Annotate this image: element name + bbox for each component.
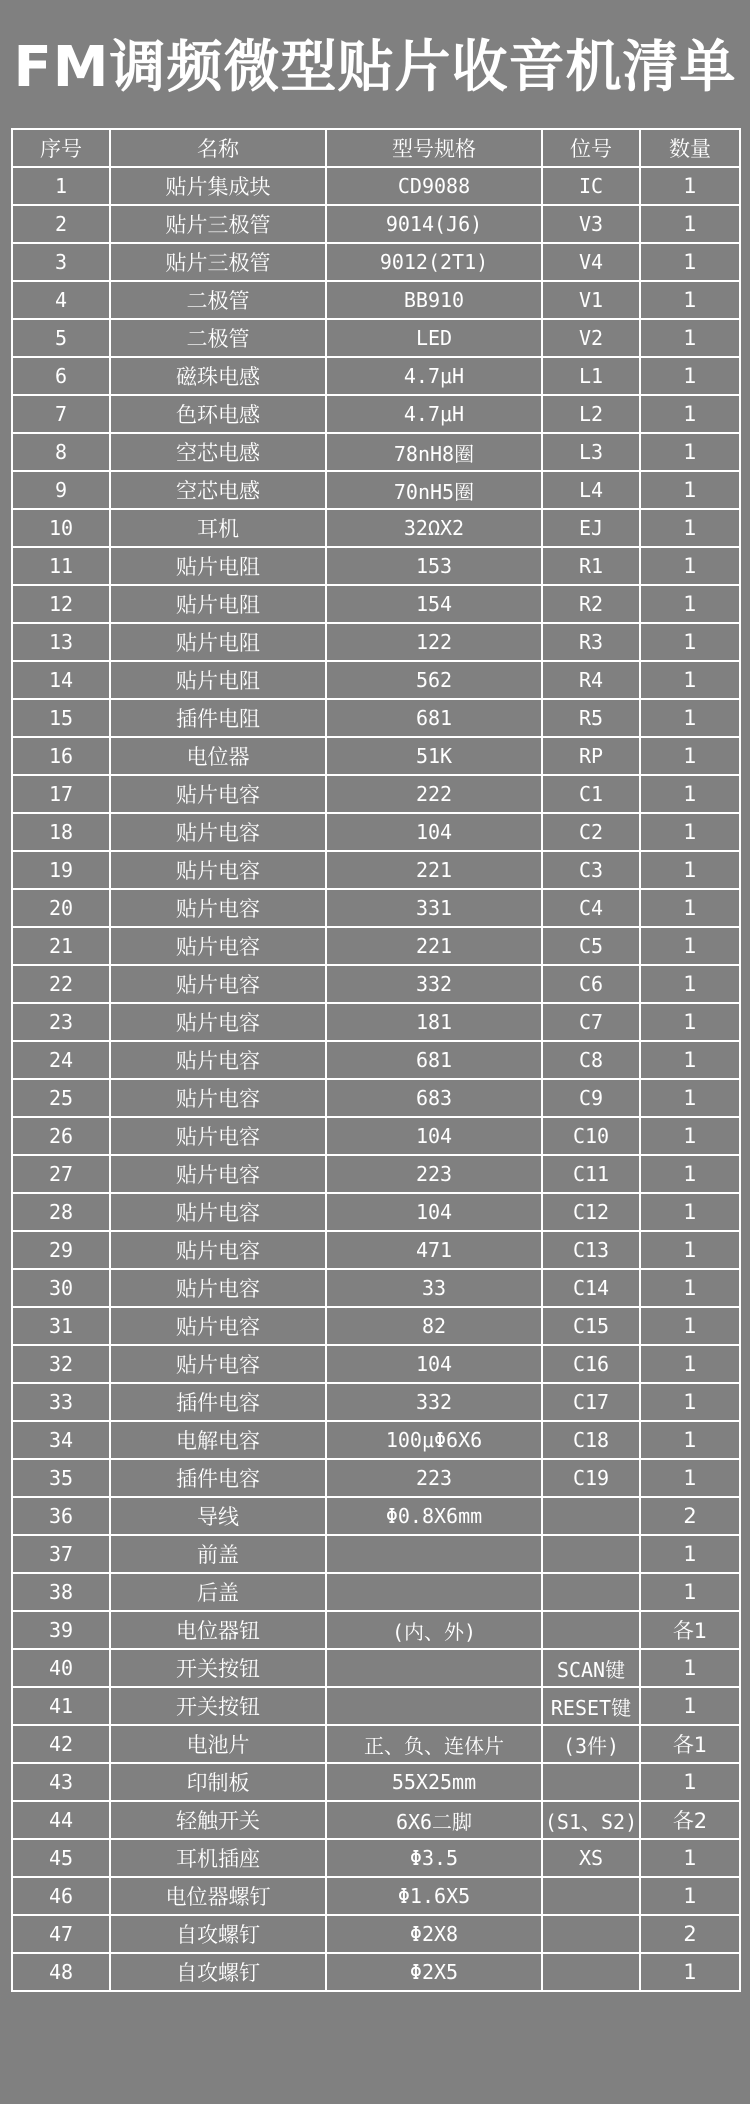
cell-index: 21 (12, 927, 110, 965)
cell-index: 11 (12, 547, 110, 585)
cell-quantity: 1 (640, 1231, 740, 1269)
cell-position: C16 (542, 1345, 640, 1383)
cell-position: C11 (542, 1155, 640, 1193)
cell-spec: 82 (326, 1307, 542, 1345)
table-row (12, 1725, 740, 1763)
table-row (12, 281, 740, 319)
cell-name: 贴片电容 (110, 1193, 326, 1231)
cell-position: RP (542, 737, 640, 775)
cell-index: 17 (12, 775, 110, 813)
table-row (12, 319, 740, 357)
table-row (12, 243, 740, 281)
cell-index: 15 (12, 699, 110, 737)
column-header-name: 名称 (110, 129, 326, 167)
cell-name: 贴片电容 (110, 889, 326, 927)
cell-index: 36 (12, 1497, 110, 1535)
cell-quantity: 1 (640, 1155, 740, 1193)
cell-position (542, 1535, 640, 1573)
table-row (12, 1763, 740, 1801)
cell-index: 2 (12, 205, 110, 243)
column-header-quantity: 数量 (640, 129, 740, 167)
cell-quantity: 1 (640, 1877, 740, 1915)
cell-name: 电位器螺钉 (110, 1877, 326, 1915)
table-row (12, 1687, 740, 1725)
cell-position: C18 (542, 1421, 640, 1459)
cell-index: 5 (12, 319, 110, 357)
table-row (12, 1459, 740, 1497)
cell-index: 30 (12, 1269, 110, 1307)
cell-quantity: 1 (640, 1573, 740, 1611)
table-row (12, 1573, 740, 1611)
cell-index: 3 (12, 243, 110, 281)
cell-spec: 154 (326, 585, 542, 623)
table-row (12, 1421, 740, 1459)
cell-name: 耳机插座 (110, 1839, 326, 1877)
cell-name: 电位器 (110, 737, 326, 775)
cell-quantity: 1 (640, 471, 740, 509)
cell-position: (3件) (542, 1725, 640, 1763)
cell-quantity: 1 (640, 851, 740, 889)
cell-position: C5 (542, 927, 640, 965)
cell-spec (326, 1649, 542, 1687)
cell-position: C8 (542, 1041, 640, 1079)
cell-spec: 223 (326, 1459, 542, 1497)
cell-index: 10 (12, 509, 110, 547)
cell-quantity: 1 (640, 357, 740, 395)
table-row (12, 813, 740, 851)
table-row (12, 699, 740, 737)
table-row (12, 775, 740, 813)
table-row (12, 1649, 740, 1687)
cell-quantity: 各1 (640, 1725, 740, 1763)
column-header-index: 序号 (12, 129, 110, 167)
cell-index: 35 (12, 1459, 110, 1497)
cell-index: 20 (12, 889, 110, 927)
cell-quantity: 1 (640, 1117, 740, 1155)
cell-quantity: 各1 (640, 1611, 740, 1649)
cell-index: 29 (12, 1231, 110, 1269)
cell-spec: 562 (326, 661, 542, 699)
cell-name: 二极管 (110, 319, 326, 357)
cell-name: 贴片三极管 (110, 243, 326, 281)
cell-position: C4 (542, 889, 640, 927)
cell-position: C1 (542, 775, 640, 813)
cell-position (542, 1497, 640, 1535)
cell-position: C15 (542, 1307, 640, 1345)
cell-spec: BB910 (326, 281, 542, 319)
cell-index: 25 (12, 1079, 110, 1117)
cell-index: 4 (12, 281, 110, 319)
cell-position: L3 (542, 433, 640, 471)
table-row (12, 1611, 740, 1649)
cell-index: 41 (12, 1687, 110, 1725)
cell-position: C7 (542, 1003, 640, 1041)
cell-index: 32 (12, 1345, 110, 1383)
table-row (12, 167, 740, 205)
table-row (12, 357, 740, 395)
cell-position: C14 (542, 1269, 640, 1307)
cell-name: 贴片电容 (110, 1269, 326, 1307)
cell-name: 贴片电容 (110, 1041, 326, 1079)
cell-quantity: 1 (640, 205, 740, 243)
cell-quantity: 1 (640, 1079, 740, 1117)
cell-spec: 683 (326, 1079, 542, 1117)
cell-quantity: 1 (640, 965, 740, 1003)
cell-quantity: 1 (640, 1687, 740, 1725)
cell-position: R4 (542, 661, 640, 699)
table-row (12, 1383, 740, 1421)
table-row (12, 1117, 740, 1155)
cell-spec: Φ2X8 (326, 1915, 542, 1953)
cell-quantity: 1 (640, 737, 740, 775)
column-header-spec: 型号规格 (326, 129, 542, 167)
cell-spec: 222 (326, 775, 542, 813)
cell-name: 贴片电容 (110, 927, 326, 965)
cell-spec: 104 (326, 1193, 542, 1231)
cell-name: 贴片电阻 (110, 623, 326, 661)
cell-spec: 32ΩX2 (326, 509, 542, 547)
cell-quantity: 1 (640, 1649, 740, 1687)
cell-position: EJ (542, 509, 640, 547)
table-row (12, 1003, 740, 1041)
cell-name: 空芯电感 (110, 433, 326, 471)
cell-index: 23 (12, 1003, 110, 1041)
cell-spec: Φ3.5 (326, 1839, 542, 1877)
cell-quantity: 1 (640, 1535, 740, 1573)
table-row (12, 1953, 740, 1991)
cell-index: 42 (12, 1725, 110, 1763)
cell-index: 26 (12, 1117, 110, 1155)
table-row (12, 661, 740, 699)
cell-quantity: 2 (640, 1915, 740, 1953)
cell-position (542, 1953, 640, 1991)
cell-name: 耳机 (110, 509, 326, 547)
cell-position: C6 (542, 965, 640, 1003)
table-row (12, 737, 740, 775)
cell-position: V1 (542, 281, 640, 319)
table-row (12, 585, 740, 623)
cell-position: C19 (542, 1459, 640, 1497)
cell-name: 贴片电容 (110, 1117, 326, 1155)
table-row (12, 1345, 740, 1383)
cell-position: R3 (542, 623, 640, 661)
cell-spec: 100μΦ6X6 (326, 1421, 542, 1459)
cell-name: 电解电容 (110, 1421, 326, 1459)
cell-quantity: 各2 (640, 1801, 740, 1839)
cell-name: 贴片电容 (110, 851, 326, 889)
cell-spec (326, 1535, 542, 1573)
cell-name: 导线 (110, 1497, 326, 1535)
table-row (12, 1041, 740, 1079)
cell-index: 22 (12, 965, 110, 1003)
cell-quantity: 1 (640, 813, 740, 851)
cell-spec: 51K (326, 737, 542, 775)
cell-name: 贴片电容 (110, 813, 326, 851)
cell-index: 44 (12, 1801, 110, 1839)
cell-spec (326, 1687, 542, 1725)
table-row (12, 1079, 740, 1117)
table-row (12, 1839, 740, 1877)
cell-quantity: 1 (640, 1421, 740, 1459)
cell-index: 8 (12, 433, 110, 471)
cell-name: 后盖 (110, 1573, 326, 1611)
cell-index: 28 (12, 1193, 110, 1231)
cell-name: 贴片电容 (110, 1231, 326, 1269)
cell-quantity: 1 (640, 281, 740, 319)
cell-position: V3 (542, 205, 640, 243)
cell-name: 电池片 (110, 1725, 326, 1763)
table-row (12, 471, 740, 509)
table-row (12, 1307, 740, 1345)
cell-position: C2 (542, 813, 640, 851)
cell-spec: Φ2X5 (326, 1953, 542, 1991)
table-header-row (12, 129, 740, 167)
cell-spec: Φ0.8X6mm (326, 1497, 542, 1535)
cell-index: 43 (12, 1763, 110, 1801)
cell-position (542, 1763, 640, 1801)
cell-spec: 9012(2T1) (326, 243, 542, 281)
cell-spec: 221 (326, 851, 542, 889)
cell-name: 贴片电容 (110, 965, 326, 1003)
cell-spec: 471 (326, 1231, 542, 1269)
cell-quantity: 1 (640, 509, 740, 547)
cell-name: 贴片电阻 (110, 661, 326, 699)
cell-position: V4 (542, 243, 640, 281)
cell-index: 47 (12, 1915, 110, 1953)
cell-quantity: 1 (640, 1269, 740, 1307)
cell-name: 插件电容 (110, 1383, 326, 1421)
cell-index: 46 (12, 1877, 110, 1915)
cell-spec: 4.7μH (326, 395, 542, 433)
cell-name: 贴片三极管 (110, 205, 326, 243)
table-row (12, 1801, 740, 1839)
cell-quantity: 1 (640, 1953, 740, 1991)
cell-name: 开关按钮 (110, 1687, 326, 1725)
cell-spec (326, 1573, 542, 1611)
cell-position: C12 (542, 1193, 640, 1231)
cell-spec: 681 (326, 1041, 542, 1079)
cell-spec: 104 (326, 813, 542, 851)
cell-name: 开关按钮 (110, 1649, 326, 1687)
cell-index: 39 (12, 1611, 110, 1649)
cell-name: 自攻螺钉 (110, 1953, 326, 1991)
cell-position (542, 1611, 640, 1649)
cell-name: 贴片电容 (110, 1345, 326, 1383)
table-row (12, 623, 740, 661)
cell-quantity: 1 (640, 1307, 740, 1345)
cell-quantity: 1 (640, 319, 740, 357)
cell-name: 贴片电阻 (110, 585, 326, 623)
table-row (12, 509, 740, 547)
cell-position: C13 (542, 1231, 640, 1269)
cell-name: 二极管 (110, 281, 326, 319)
cell-position: C3 (542, 851, 640, 889)
cell-name: 轻触开关 (110, 1801, 326, 1839)
cell-name: 印制板 (110, 1763, 326, 1801)
page-title: FM调频微型贴片收音机清单 (13, 35, 737, 100)
table-row (12, 889, 740, 927)
table-row (12, 547, 740, 585)
cell-quantity: 2 (640, 1497, 740, 1535)
cell-spec: 681 (326, 699, 542, 737)
table-row (12, 205, 740, 243)
cell-index: 18 (12, 813, 110, 851)
cell-spec: Φ1.6X5 (326, 1877, 542, 1915)
cell-spec: 9014(J6) (326, 205, 542, 243)
cell-index: 48 (12, 1953, 110, 1991)
table-body (12, 167, 740, 1991)
cell-quantity: 1 (640, 395, 740, 433)
table-row (12, 851, 740, 889)
cell-index: 38 (12, 1573, 110, 1611)
table-row (12, 1269, 740, 1307)
cell-spec: 104 (326, 1117, 542, 1155)
cell-index: 37 (12, 1535, 110, 1573)
cell-name: 插件电容 (110, 1459, 326, 1497)
table-row (12, 965, 740, 1003)
cell-position: IC (542, 167, 640, 205)
cell-index: 9 (12, 471, 110, 509)
cell-quantity: 1 (640, 243, 740, 281)
cell-quantity: 1 (640, 1041, 740, 1079)
cell-index: 45 (12, 1839, 110, 1877)
cell-name: 贴片电阻 (110, 547, 326, 585)
table-row (12, 927, 740, 965)
cell-spec: 221 (326, 927, 542, 965)
cell-name: 贴片电容 (110, 1003, 326, 1041)
cell-name: 自攻螺钉 (110, 1915, 326, 1953)
cell-quantity: 1 (640, 699, 740, 737)
cell-quantity: 1 (640, 1459, 740, 1497)
cell-quantity: 1 (640, 1193, 740, 1231)
cell-index: 14 (12, 661, 110, 699)
cell-quantity: 1 (640, 775, 740, 813)
cell-name: 空芯电感 (110, 471, 326, 509)
table-row (12, 1877, 740, 1915)
cell-spec: 33 (326, 1269, 542, 1307)
cell-spec: 331 (326, 889, 542, 927)
cell-quantity: 1 (640, 927, 740, 965)
cell-position (542, 1915, 640, 1953)
cell-spec: 78nH8圈 (326, 433, 542, 471)
cell-position: RESET键 (542, 1687, 640, 1725)
cell-quantity: 1 (640, 585, 740, 623)
cell-quantity: 1 (640, 1003, 740, 1041)
table-row (12, 1193, 740, 1231)
cell-quantity: 1 (640, 547, 740, 585)
cell-spec: 正、负、连体片 (326, 1725, 542, 1763)
cell-index: 34 (12, 1421, 110, 1459)
cell-quantity: 1 (640, 1345, 740, 1383)
cell-index: 19 (12, 851, 110, 889)
cell-spec: 332 (326, 965, 542, 1003)
cell-position: C9 (542, 1079, 640, 1117)
table-row (12, 1497, 740, 1535)
cell-index: 27 (12, 1155, 110, 1193)
cell-spec: 6X6二脚 (326, 1801, 542, 1839)
cell-spec: 181 (326, 1003, 542, 1041)
table-row (12, 1535, 740, 1573)
cell-name: 贴片电容 (110, 775, 326, 813)
table-row (12, 1915, 740, 1953)
cell-index: 6 (12, 357, 110, 395)
cell-spec: 104 (326, 1345, 542, 1383)
cell-spec: (内、外) (326, 1611, 542, 1649)
cell-spec: 332 (326, 1383, 542, 1421)
cell-position: R2 (542, 585, 640, 623)
table-row (12, 1155, 740, 1193)
cell-position: L1 (542, 357, 640, 395)
parts-list-table (11, 128, 741, 1992)
cell-name: 色环电感 (110, 395, 326, 433)
cell-quantity: 1 (640, 1839, 740, 1877)
cell-spec: LED (326, 319, 542, 357)
cell-position: R1 (542, 547, 640, 585)
cell-index: 16 (12, 737, 110, 775)
cell-index: 13 (12, 623, 110, 661)
cell-name: 电位器钮 (110, 1611, 326, 1649)
cell-quantity: 1 (640, 167, 740, 205)
cell-quantity: 1 (640, 889, 740, 927)
cell-index: 1 (12, 167, 110, 205)
cell-position: XS (542, 1839, 640, 1877)
cell-index: 24 (12, 1041, 110, 1079)
cell-position: (S1、S2) (542, 1801, 640, 1839)
cell-position: L4 (542, 471, 640, 509)
cell-spec: 153 (326, 547, 542, 585)
cell-position: C17 (542, 1383, 640, 1421)
cell-index: 7 (12, 395, 110, 433)
cell-quantity: 1 (640, 433, 740, 471)
cell-index: 12 (12, 585, 110, 623)
cell-spec: 70nH5圈 (326, 471, 542, 509)
cell-quantity: 1 (640, 661, 740, 699)
table-row (12, 433, 740, 471)
cell-index: 40 (12, 1649, 110, 1687)
cell-position (542, 1877, 640, 1915)
cell-position: SCAN键 (542, 1649, 640, 1687)
cell-position: C10 (542, 1117, 640, 1155)
cell-position (542, 1573, 640, 1611)
column-header-position: 位号 (542, 129, 640, 167)
cell-quantity: 1 (640, 1383, 740, 1421)
cell-name: 贴片电容 (110, 1155, 326, 1193)
cell-index: 31 (12, 1307, 110, 1345)
cell-spec: 55X25mm (326, 1763, 542, 1801)
cell-spec: 122 (326, 623, 542, 661)
cell-position: V2 (542, 319, 640, 357)
cell-spec: CD9088 (326, 167, 542, 205)
table-row (12, 395, 740, 433)
cell-spec: 223 (326, 1155, 542, 1193)
cell-index: 33 (12, 1383, 110, 1421)
cell-position: R5 (542, 699, 640, 737)
cell-quantity: 1 (640, 1763, 740, 1801)
cell-name: 磁珠电感 (110, 357, 326, 395)
cell-name: 前盖 (110, 1535, 326, 1573)
table-row (12, 1231, 740, 1269)
cell-quantity: 1 (640, 623, 740, 661)
cell-position: L2 (542, 395, 640, 433)
cell-name: 贴片电容 (110, 1307, 326, 1345)
cell-name: 贴片电容 (110, 1079, 326, 1117)
cell-name: 贴片集成块 (110, 167, 326, 205)
cell-spec: 4.7μH (326, 357, 542, 395)
cell-name: 插件电阻 (110, 699, 326, 737)
